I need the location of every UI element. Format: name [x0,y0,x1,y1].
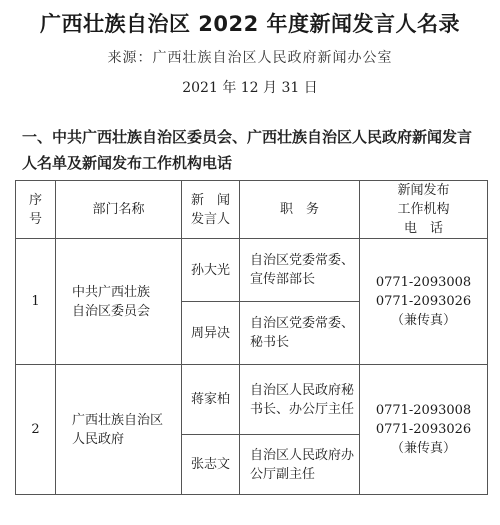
phone-line2: 0771-2093026 [375,422,472,437]
position-cell [240,302,360,365]
page-title: 广西壮族自治区 2022 年度新闻发言人名录 [39,12,461,36]
spokesperson-table [15,180,488,495]
source-line: 来源：广西壮族自治区人民政府新闻办公室 [107,50,393,66]
dept-cell [56,365,182,495]
table-header-row [16,181,488,239]
header-seq-line1: 序 [28,192,42,208]
speaker-name-cell: 蒋家柏 [182,365,240,435]
table-row [16,365,488,435]
header-speaker [182,181,240,239]
seq-cell: 2 [16,365,56,495]
position-line2: 书长、办公厅主任 [250,401,355,417]
position-line1: 自治区党委常委、 [250,316,355,331]
phone-line2: 0771-2093026 [375,294,472,309]
table-row [16,239,488,302]
dept-line2: 自治区委员会 [72,303,151,319]
dept-cell [56,239,182,365]
speaker-name-cell: 张志文 [182,435,240,495]
phone-line1: 0771-2093008 [375,275,472,290]
header-speaker-line2: 发言人 [190,211,230,227]
header-seq-line2: 号 [28,211,42,227]
dept-line1: 广西壮族自治区 [72,412,164,428]
header-phone-line3: 电 话 [403,221,443,236]
dept-line1: 中共广西壮族 [72,284,151,300]
speaker-name-cell: 周异决 [182,302,240,365]
header-speaker-line1: 新 闻 [190,192,230,208]
phone-cell [360,365,488,495]
fax-note: （兼传真） [390,313,456,328]
header-phone [360,181,488,239]
header-phone-line2: 工作机构 [397,202,450,217]
speaker-name-cell: 孙大光 [182,239,240,302]
header-phone-line1: 新闻发布 [397,183,450,198]
header-position: 职 务 [240,181,360,239]
header-seq [16,181,56,239]
fax-note: （兼传真） [390,441,456,456]
position-line1: 自治区人民政府办 [250,447,355,463]
dept-line2: 人民政府 [72,431,125,447]
seq-cell: 1 [16,239,56,365]
position-cell [240,239,360,302]
position-cell [240,435,360,495]
publish-date: 2021 年 12 月 31 日 [182,80,318,96]
section-heading: 一、中共广西壮族自治区委员会、广西壮族自治区人民政府新闻发言人名单及新闻发布工作机构电话 [22,128,473,172]
position-line1: 自治区人民政府秘 [250,382,355,398]
phone-cell [360,239,488,365]
position-line1: 自治区党委常委、 [250,253,355,268]
phone-line1: 0771-2093008 [375,403,472,418]
position-line2: 公厅副主任 [250,466,316,482]
position-cell [240,365,360,435]
position-line2: 宣传部部长 [250,272,316,287]
header-dept: 部门名称 [56,181,182,239]
position-line2: 秘书长 [250,335,290,350]
